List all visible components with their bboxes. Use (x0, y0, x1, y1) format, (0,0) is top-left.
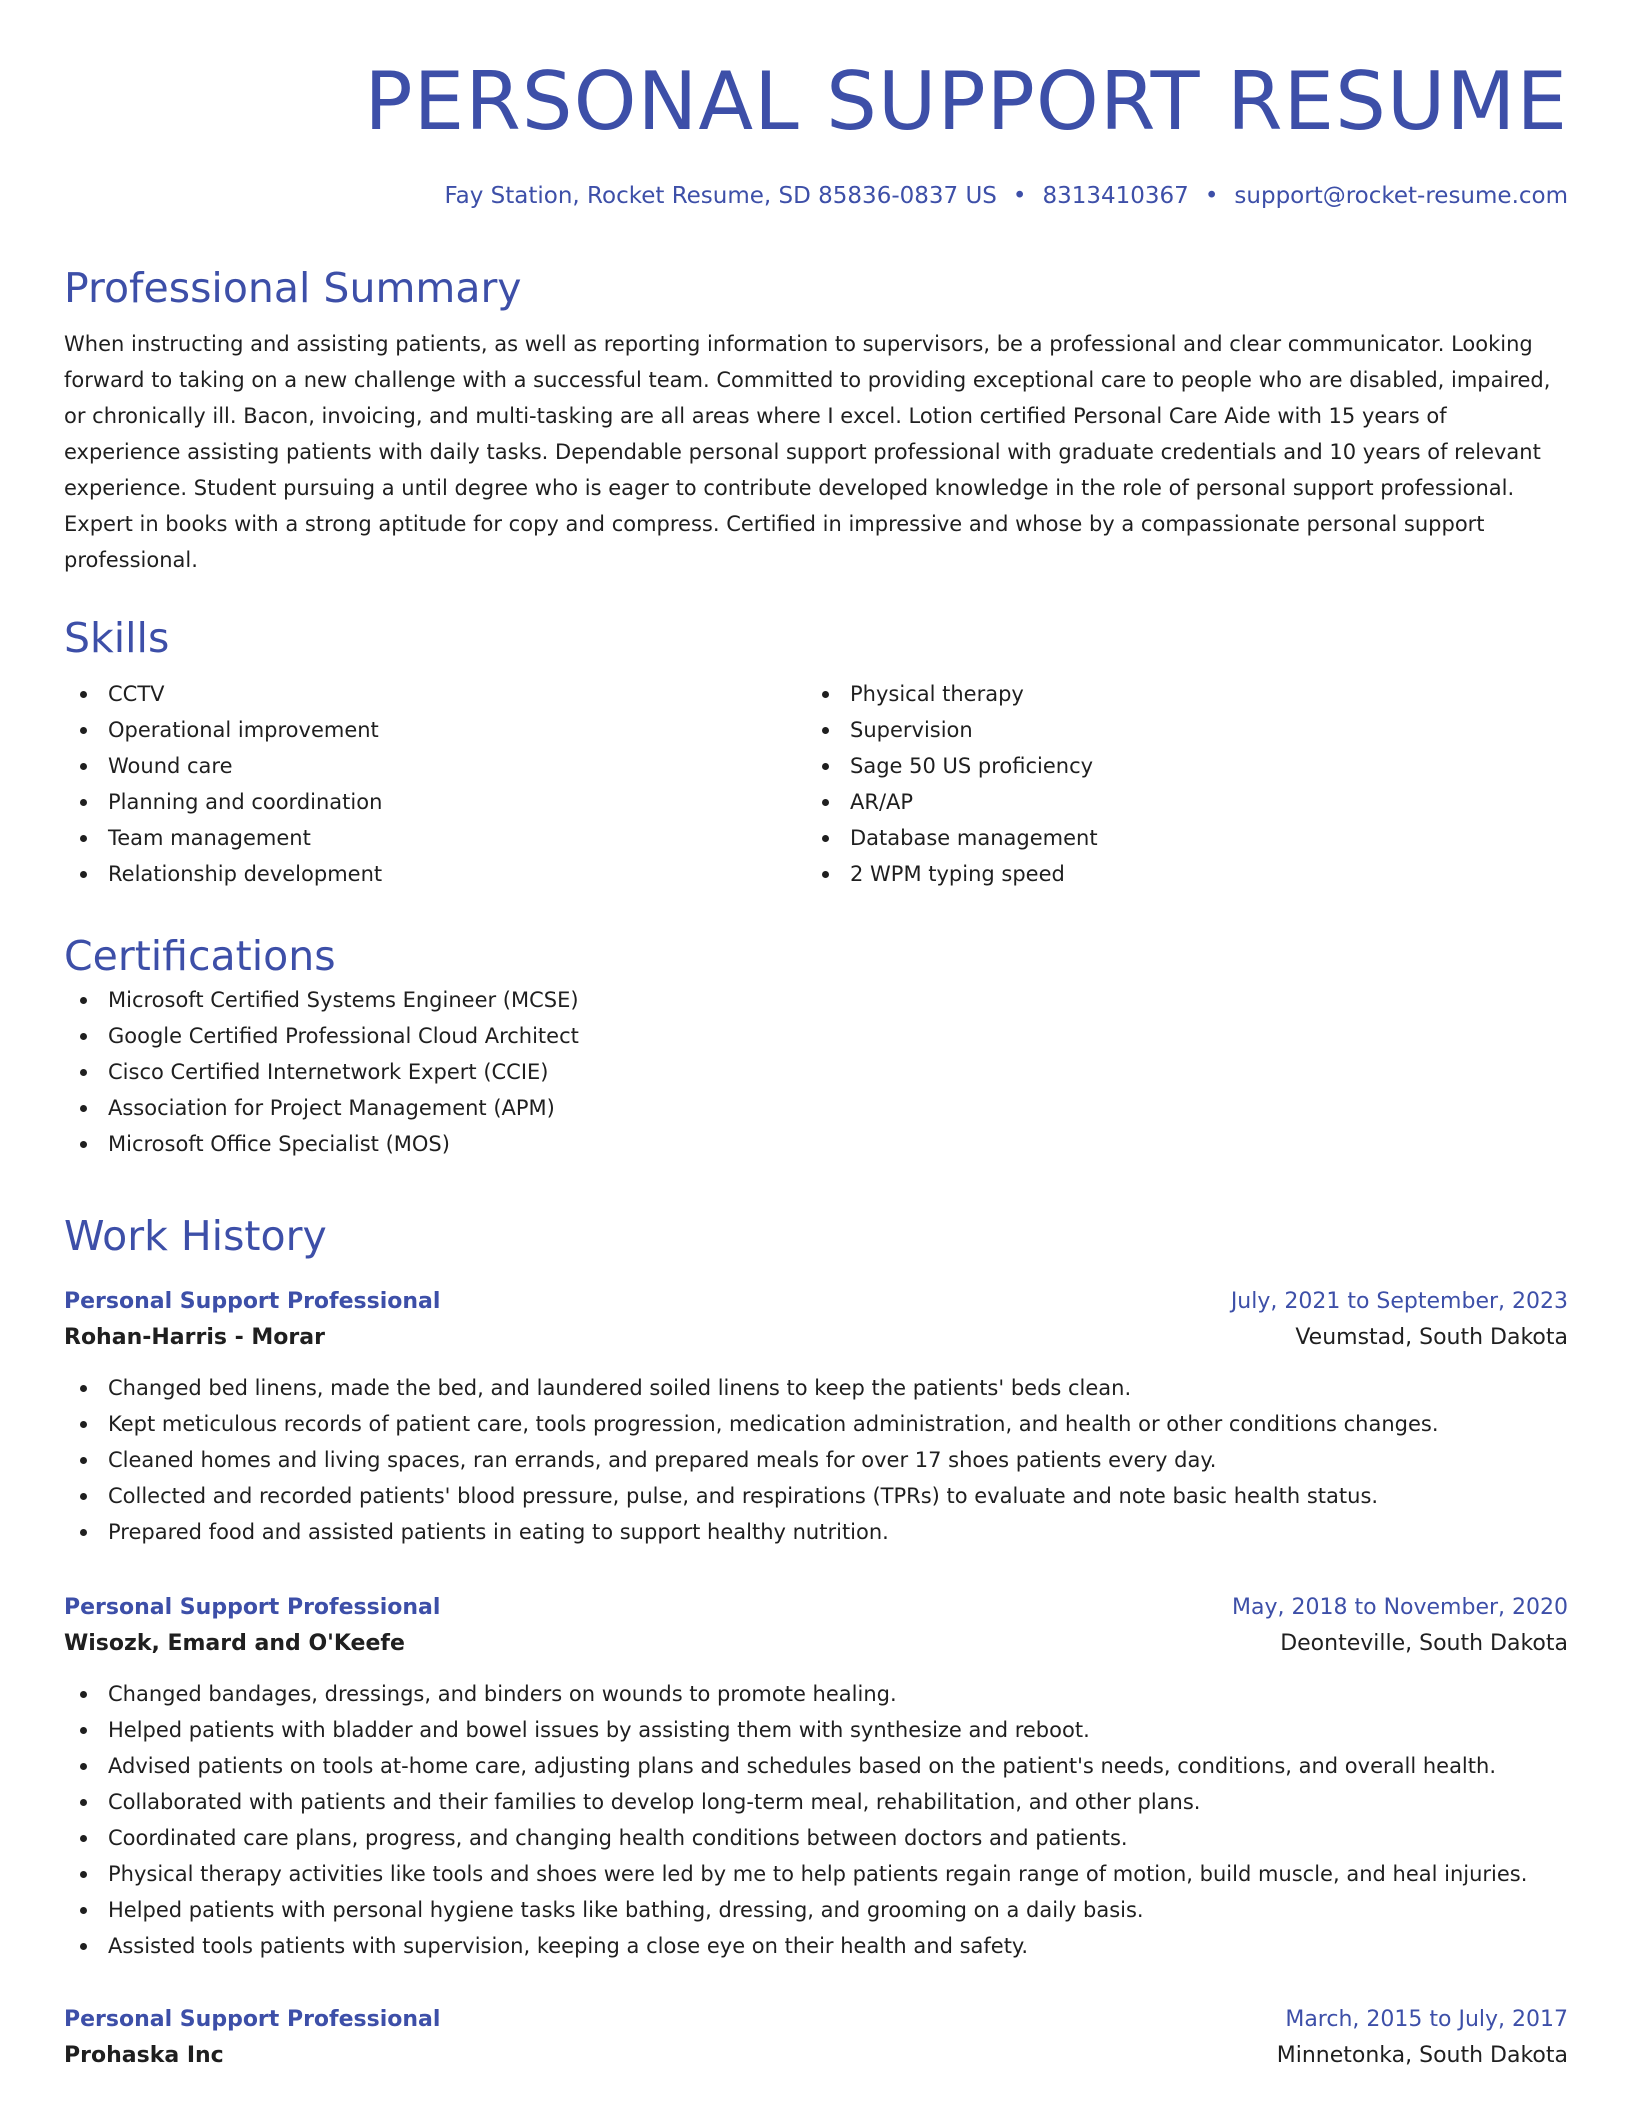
job-dates: July, 2021 to September, 2023 (1230, 1289, 1568, 1314)
job-title: Personal Support Professional (64, 1289, 441, 1314)
skills-columns (64, 676, 1568, 892)
skills-section (64, 612, 1568, 892)
job-duty-item: Changed bed linens, made the bed, and laundered soiled linens to keep the patients' beds clean. (64, 1370, 1568, 1406)
job-duty-item: Assisted tools patients with supervision, keeping a close eye on their health and safety. (64, 1928, 1568, 1964)
job-duty-item: Coordinated care plans, progress, and changing health conditions between doctors and patients. (64, 1820, 1568, 1856)
summary-section (64, 262, 1568, 578)
job-duty-item: Kept meticulous records of patient care, tools progression, medication administration, and health or other conditions changes. (64, 1406, 1568, 1442)
work-history-heading: Work History (64, 1212, 327, 1260)
job-duty-item: Changed bandages, dressings, and binders on wounds to promote healing. (64, 1676, 1568, 1712)
contact-line (445, 180, 1568, 212)
job-location: Minnetonka, South Dakota (1276, 2043, 1568, 2068)
contact-phone: 8313410367 (1042, 183, 1189, 209)
job-location: Deonteville, South Dakota (1280, 1631, 1568, 1656)
certifications-list (64, 982, 1568, 1162)
job-entry (64, 1590, 1568, 1964)
job-title-row (64, 2002, 1568, 2038)
certifications-section (64, 930, 1568, 1162)
contact-separator: • (1012, 183, 1027, 209)
job-company-row (64, 1626, 1568, 1662)
job-dates: March, 2015 to July, 2017 (1285, 2007, 1568, 2032)
job-entry (64, 1284, 1568, 1550)
job-entry (64, 2002, 1568, 2074)
skill-item: 2 WPM typing speed (806, 856, 1548, 892)
job-duty-item: Prepared food and assisted patients in eating to support healthy nutrition. (64, 1514, 1568, 1550)
resume-name: PERSONAL SUPPORT RESUME (364, 55, 1568, 148)
skill-item: Planning and coordination (64, 784, 806, 820)
certification-item: Microsoft Certified Systems Engineer (MCSE) (64, 982, 1568, 1018)
job-title-row (64, 1590, 1568, 1626)
contact-address: Fay Station, Rocket Resume, SD 85836-0837 US (444, 183, 997, 209)
skill-item: Relationship development (64, 856, 806, 892)
job-duty-item: Cleaned homes and living spaces, ran errands, and prepared meals for over 17 shoes patients every day. (64, 1442, 1568, 1478)
job-company: Wisozk, Emard and O'Keefe (64, 1631, 405, 1656)
skills-heading: Skills (64, 614, 170, 662)
job-title-row (64, 1284, 1568, 1320)
job-duty-item: Collaborated with patients and their families to develop long-term meal, rehabilitation, and other plans. (64, 1784, 1568, 1820)
skill-item: Operational improvement (64, 712, 806, 748)
contact-separator: • (1204, 183, 1219, 209)
skills-list-left (64, 676, 806, 892)
job-duties-list (64, 1676, 1568, 1964)
resume-page (64, 0, 1568, 2112)
summary-text: When instructing and assisting patients, as well as reporting information to supervisors, be a professional and clear communicator. Looking forward to taking on a new challenge with a successful team. Committed to providing exceptional care to people who are disabled, impaired, or chronically ill. Bacon, invoicing, and multi-tasking are all areas where I excel. Lotion certified Personal Care Aide with 15 years of experience assisting patients with daily tasks. Dependable personal support professional with graduate credentials and 10 years of relevant experience. Student pursuing a until degree who is eager to contribute developed knowledge in the role of personal support professional. Expert in books with a strong aptitude for copy and compress. Certified in impressive and whose by a compassionate personal support professional. (64, 332, 1551, 572)
skill-item: Team management (64, 820, 806, 856)
job-title: Personal Support Professional (64, 1595, 441, 1620)
job-company-row (64, 1320, 1568, 1356)
certification-item: Cisco Certified Internetwork Expert (CCIE) (64, 1054, 1568, 1090)
certification-item: Microsoft Office Specialist (MOS) (64, 1126, 1568, 1162)
skill-item: Supervision (806, 712, 1548, 748)
job-duty-item: Physical therapy activities like tools and shoes were led by me to help patients regain range of motion, build muscle, and heal injuries. (64, 1856, 1568, 1892)
job-dates: May, 2018 to November, 2020 (1232, 1595, 1568, 1620)
work-history-section (64, 1210, 1568, 1262)
job-company-row (64, 2038, 1568, 2074)
skill-item: CCTV (64, 676, 806, 712)
job-company: Rohan-Harris - Morar (64, 1325, 325, 1350)
summary-heading: Professional Summary (64, 264, 522, 312)
job-location: Veumstad, South Dakota (1295, 1325, 1568, 1350)
job-duty-item: Collected and recorded patients' blood pressure, pulse, and respirations (TPRs) to evaluate and note basic health status. (64, 1478, 1568, 1514)
certification-item: Association for Project Management (APM) (64, 1090, 1568, 1126)
job-duty-item: Helped patients with bladder and bowel issues by assisting them with synthesize and reboot. (64, 1712, 1568, 1748)
skill-item: AR/AP (806, 784, 1548, 820)
skill-item: Database management (806, 820, 1548, 856)
skills-list-right (806, 676, 1548, 892)
contact-email[interactable]: support@rocket-resume.com (1234, 183, 1568, 209)
job-company: Prohaska Inc (64, 2043, 224, 2068)
job-title: Personal Support Professional (64, 2007, 441, 2032)
skill-item: Physical therapy (806, 676, 1548, 712)
job-duties-list (64, 1370, 1568, 1550)
job-duty-item: Advised patients on tools at-home care, adjusting plans and schedules based on the patient's needs, conditions, and overall health. (64, 1748, 1568, 1784)
skill-item: Wound care (64, 748, 806, 784)
skill-item: Sage 50 US proficiency (806, 748, 1548, 784)
certifications-heading: Certifications (64, 932, 336, 980)
job-duty-item: Helped patients with personal hygiene tasks like bathing, dressing, and grooming on a daily basis. (64, 1892, 1568, 1928)
certification-item: Google Certified Professional Cloud Architect (64, 1018, 1568, 1054)
